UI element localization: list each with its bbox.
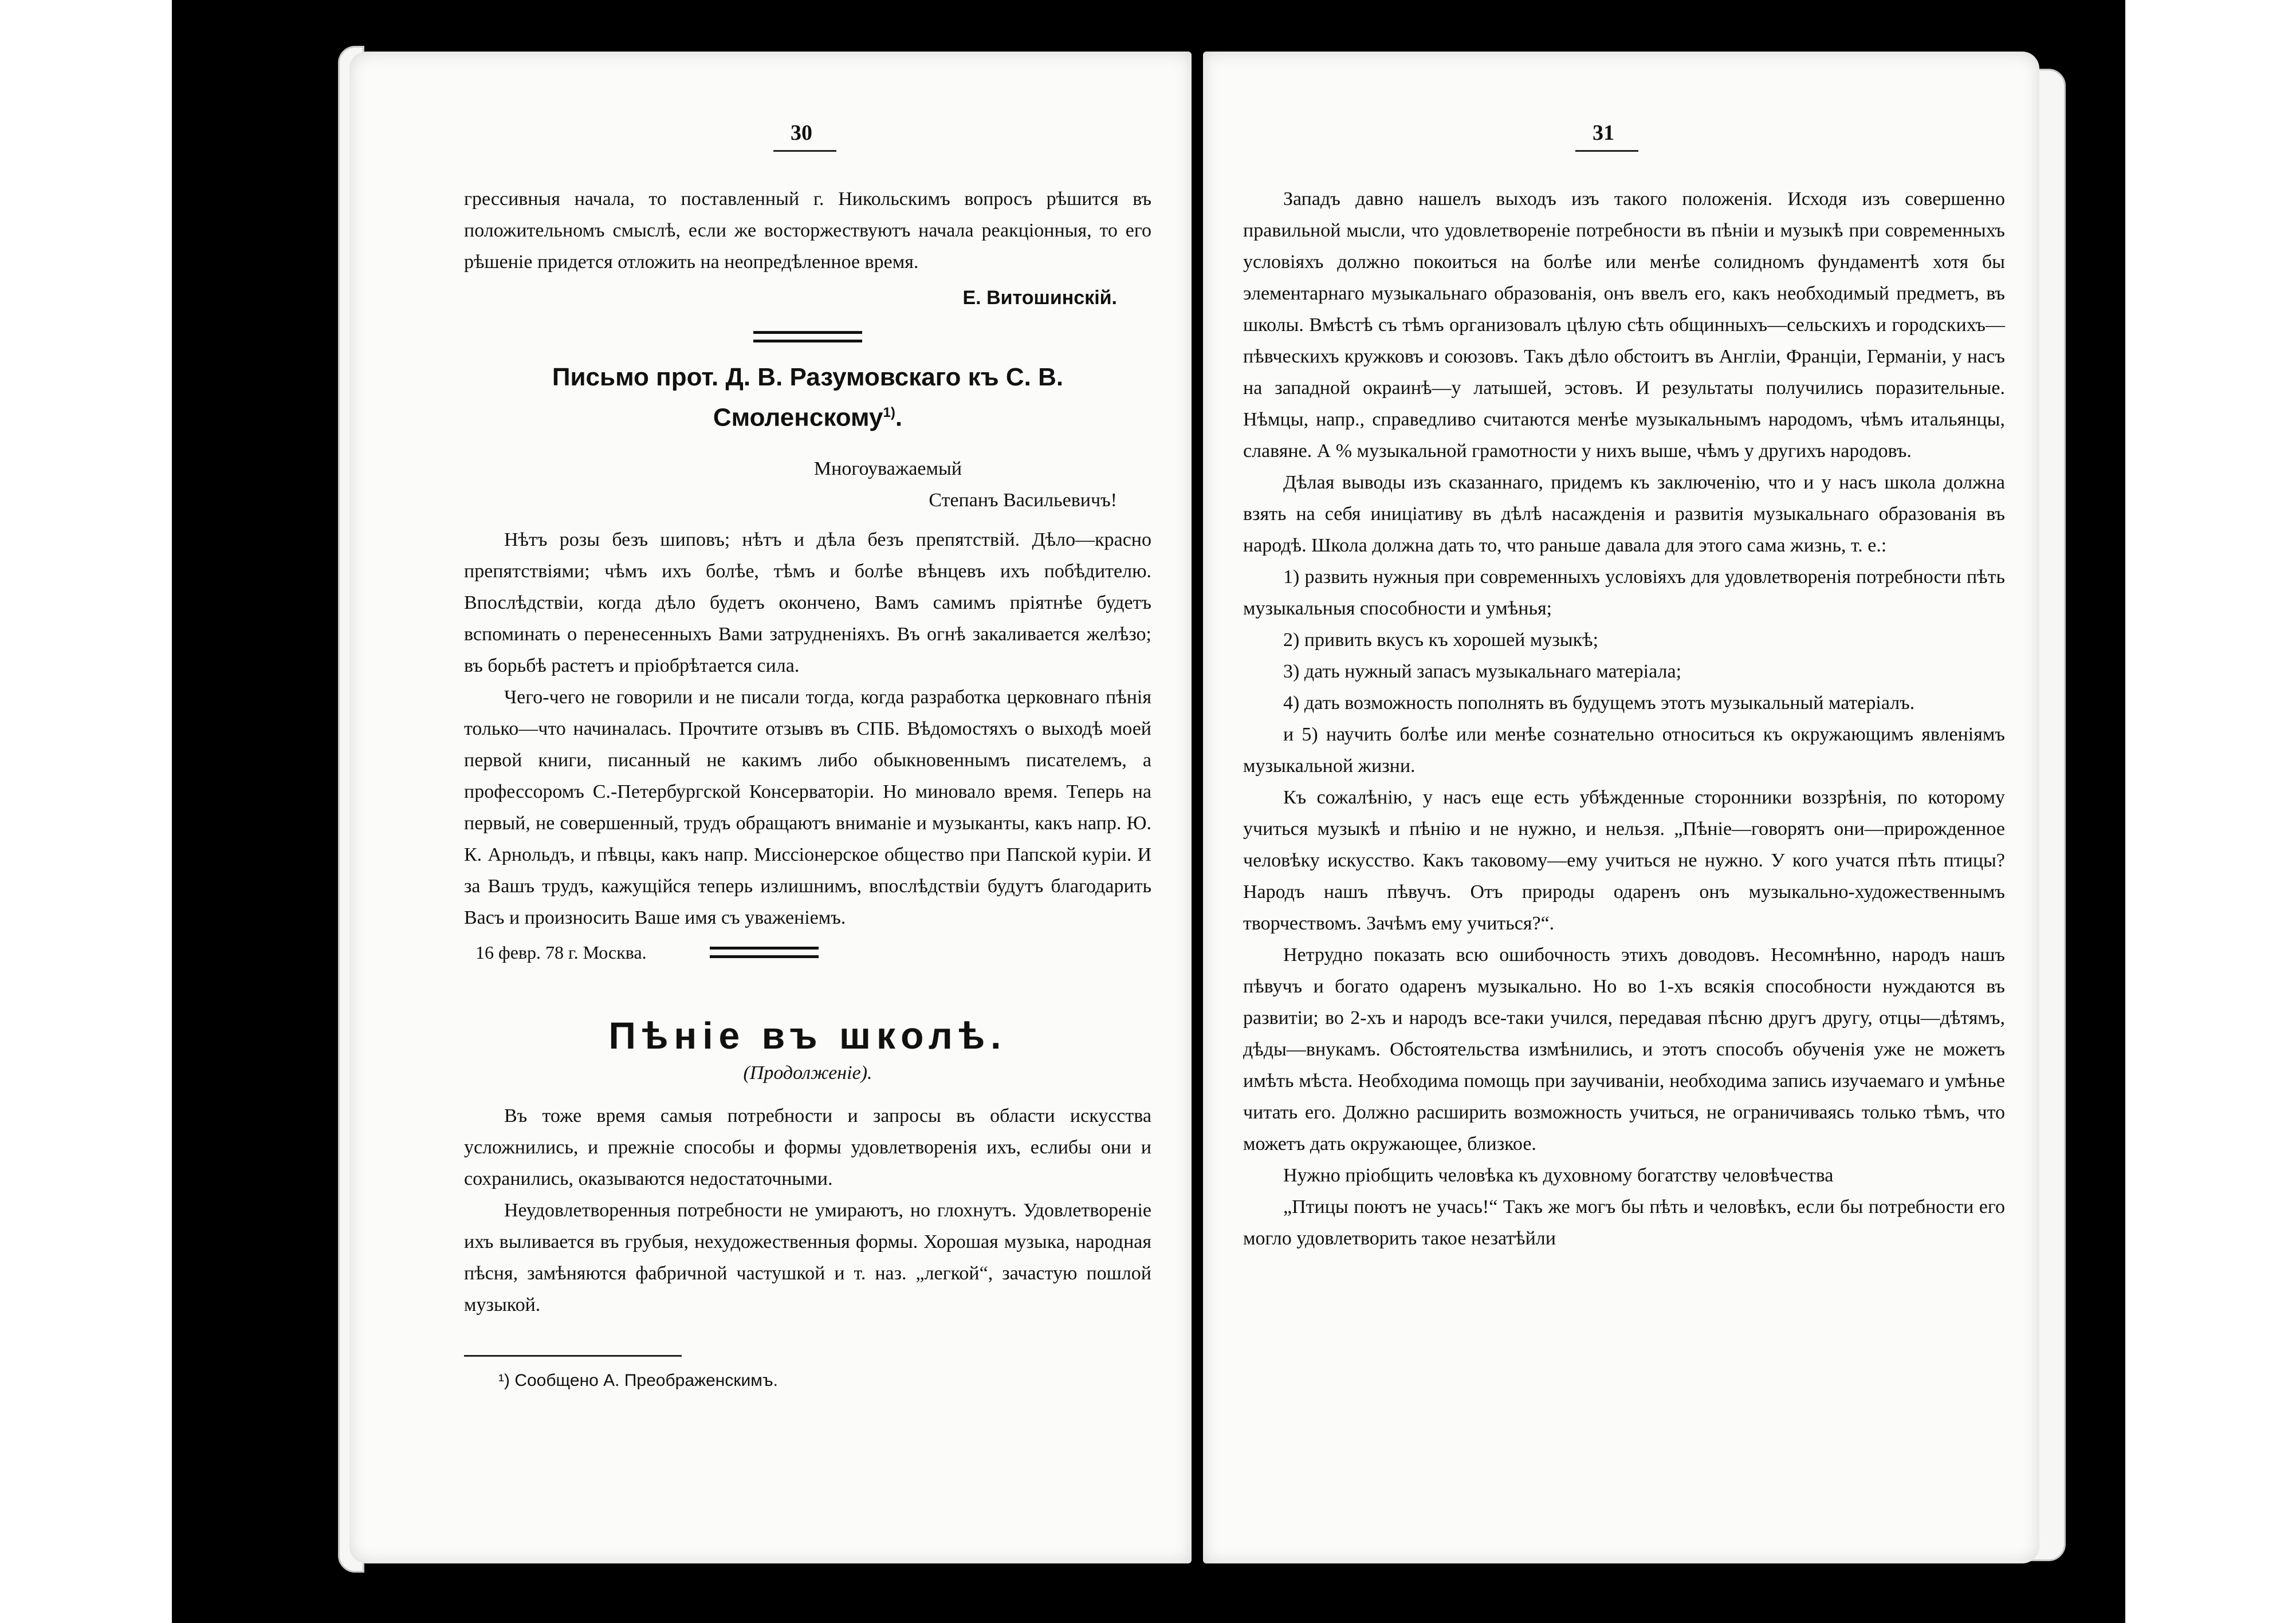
footnote: ¹) Сообщено А. Преображенскимъ.	[498, 1370, 778, 1390]
page-number-left: 30	[791, 121, 812, 145]
page-number-rule	[1575, 150, 1638, 152]
list-item: 3) дать нужный запасъ музыкальнаго матеріала;	[1283, 661, 1682, 682]
section-divider	[710, 947, 819, 958]
letter-paragraph: Нѣтъ розы безъ шиповъ; нѣтъ и дѣла безъ препятствій. Дѣло—красно препятствіями; чѣмъ ихъ болѣе, тѣмъ и болѣе вѣнцевъ ихъ побѣдителю. Впослѣдствіи, когда дѣло будетъ окончено, Вамъ самимъ пріятнѣе будетъ вспоминать о перенесенныхъ Вами затрудненіяхъ. Въ огнѣ закаливается желѣзо; въ борьбѣ растетъ и пріобрѣтается сила.	[464, 529, 1151, 676]
section-paragraph: Неудовлетворенныя потребности не умираютъ, но глохнутъ. Удовлетвореніе ихъ выливается въ грубыя, нехудожественныя формы. Хорошая музыка, народная пѣсня, замѣняются фабричной частушкой и т. наз. „легкой“, зачастую пошлой музыкой.	[464, 1199, 1151, 1315]
right-text-column	[1243, 183, 2005, 1254]
list-item: 2) привить вкусъ къ хорошей музыкѣ;	[1283, 629, 1599, 651]
section-subtitle: (Продолженіе).	[743, 1062, 872, 1084]
letter-title: Письмо прот. Д. В. Разумовскаго къ С. В. Смоленскому$^{1)}$.	[552, 363, 1064, 432]
right-page	[1203, 52, 2039, 1563]
paragraph: Западъ давно нашелъ выходъ изъ такого положенія. Исходя изъ совершенно правильной мысли, что удовлетвореніе потребности въ пѣніи и музыкѣ при современныхъ условіяхъ должно покоиться на болѣе или менѣе солидномъ фундаментѣ хотя бы элементарнаго музыкальнаго образованія, онъ ввелъ его, какъ необходимый предметъ, въ школы. Вмѣстѣ съ тѣмъ организовалъ цѣлую сѣть общинныхъ—сельскихъ и городскихъ—пѣвческихъ кружковъ и союзовъ. Такъ дѣло обстоитъ въ Англіи, Франціи, Германіи, у насъ на западной окраинѣ—у латышей, эстовъ. И результаты получились поразительные. Нѣмцы, напр., справедливо считаются менѣе музыкальнымъ народомъ, чѣмъ итальянцы, славяне. А % музыкальной грамотности у нихъ выше, чѣмъ у другихъ народовъ.	[1243, 188, 2005, 462]
letter-title-text: Письмо прот. Д. В. Разумовскаго къ С. В. Смоленскому	[552, 363, 1064, 432]
letter-date-line	[464, 937, 1151, 968]
paragraph: Дѣлая выводы изъ сказаннаго, придемъ къ заключенію, что и у насъ школа должна взять на себя иниціативу въ дѣлѣ насажденія и развитія музыкальнаго образованія въ народѣ. Школа должна дать то, что раньше давала для этого сама жизнь, т. е.:	[1243, 472, 2005, 556]
section-divider	[753, 331, 862, 342]
left-text-column	[464, 183, 1151, 1396]
list-item: 1) развить нужныя при современныхъ условіяхъ для удовлетворенія потребности пѣть музыкальныя способности и умѣнья;	[1243, 566, 2005, 619]
page-number-right: 31	[1593, 121, 1614, 145]
footnote-mark: 1)	[883, 405, 895, 420]
paragraph: „Птицы поютъ не учась!“ Такъ же могъ бы пѣть и человѣкъ, если бы потребности его могло удовлетворить такое незатѣйли	[1243, 1196, 2005, 1249]
paragraph: Нужно пріобщить человѣка къ духовному богатству человѣчества	[1283, 1165, 1834, 1186]
page-number-rule	[773, 150, 836, 152]
section-title: Пѣніе въ школѣ.	[608, 1014, 1007, 1057]
signature: Е. Витошинскій.	[962, 287, 1117, 309]
list-item: 4) дать возможность пополнять въ будущемъ этотъ музыкальный матеріалъ.	[1283, 692, 1915, 714]
section-paragraph: Въ тоже время самыя потребности и запросы въ области искусства усложнились, и прежніе способы и формы удовлетворенія ихъ, еслибы они и сохранились, оказываются недостаточными.	[464, 1105, 1151, 1189]
footnote-rule	[464, 1355, 682, 1357]
letter-date: 16 февр. 78 г. Москва.	[475, 942, 647, 963]
left-page	[349, 52, 1192, 1563]
letter-paragraph: Чего-чего не говорили и не писали тогда, когда разработка церковнаго пѣнія только—что начиналась. Прочтите отзывъ въ СПБ. Вѣдомостяхъ о выходѣ моей первой книги, писанный не какимъ либо обыкновеннымъ писателемъ, а профессоромъ С.-Петербургской Консерваторіи. Но миновало время. Теперь на первый, не совершенный, трудъ обращаютъ вниманіе и музыканты, какъ напр. Ю. К. Арнольдъ, и пѣвцы, какъ напр. Миссіонерское общество при Папской куріи. И за Вашъ трудъ, кажущійся теперь излишнимъ, впослѣдствіи будутъ благодарить Васъ и произносить Ваше имя съ уваженіемъ.	[464, 686, 1151, 928]
paragraph: Къ сожалѣнію, у насъ еще есть убѣжденные сторонники воззрѣнія, по которому учиться музыкѣ и пѣнію и не нужно, и нельзя. „Пѣніе—говорятъ они—прирожденное человѣку искусство. Какъ таковому—ему учиться не нужно. У кого учатся пѣть птицы? Народъ нашъ пѣвучъ. Отъ природы одаренъ онъ музыкально-художественнымъ творчествомъ. Зачѣмъ ему учиться?“.	[1243, 787, 2005, 934]
paragraph: Нетрудно показать всю ошибочность этихъ доводовъ. Несомнѣнно, народъ нашъ пѣвучъ и богато одаренъ музыкально. Но во 1-хъ всякія способности нуждаются въ развитіи; во 2-хъ и народъ все-таки учился, передавая пѣсню другъ другу, отцы—дѣтямъ, дѣды—внукамъ. Обстоятельства измѣнились, и этотъ способъ обученія уже не можетъ имѣть мѣста. Необходима помощь при заучиваніи, необходима запись изучаемаго и умѣнье читать его. Должно расширить возможность учиться, не ограничиваясь только тѣмъ, что можетъ дать окружающее, близкое.	[1243, 944, 2005, 1155]
list-item: и 5) научить болѣе или менѣе сознательно относиться къ окружающимъ явленіямъ музыкальной жизни.	[1243, 724, 2005, 777]
greeting-line-1: Многоуважаемый	[813, 458, 962, 479]
greeting-line-2: Степанъ Васильевичъ!	[929, 489, 1117, 511]
opening-paragraph: грессивныя начала, то поставленный г. Никольскимъ вопросъ рѣшится въ положительномъ смыслѣ, если же восторжествуютъ начала реакціонныя, то его рѣшеніе придется отложить на неопредѣленное время.	[464, 188, 1151, 273]
